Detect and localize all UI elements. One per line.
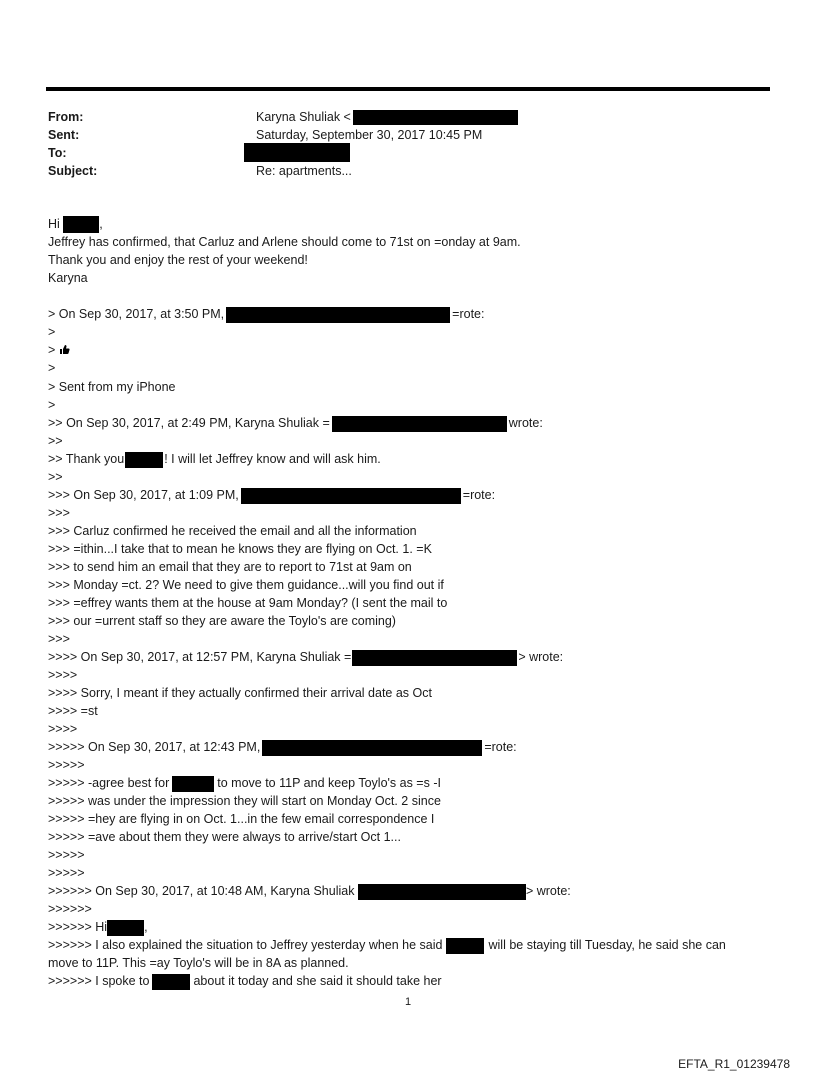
redaction-box (172, 776, 214, 792)
quoted-line: move to 11P. This =ay Toylo's will be in 8A as planned. (48, 956, 349, 970)
redaction-box (107, 920, 144, 936)
quoted-line: >>>>> On Sep 30, 2017, at 12:43 PM, =rote: (48, 740, 517, 754)
quoted-line: >>>>> (48, 866, 85, 880)
quoted-line: >>>>> (48, 848, 85, 862)
quoted-line: >>>>> was under the impression they will start on Monday Oct. 2 since (48, 794, 441, 808)
quoted-line: > Sent from my iPhone (48, 380, 176, 394)
quoted-line: >>> On Sep 30, 2017, at 1:09 PM, =rote: (48, 488, 496, 502)
quoted-line: >>>> Sorry, I meant if they actually confirmed their arrival date as Oct (48, 686, 432, 700)
quoted-line: > (48, 342, 70, 359)
thumbs-up-icon (59, 343, 70, 359)
quoted-line: >>>>> =ave about them they were always to arrive/start Oct 1... (48, 830, 401, 844)
greeting-line: Hi , (48, 216, 103, 233)
redaction-box (332, 416, 507, 432)
redaction-box (353, 110, 518, 125)
redaction-box (226, 307, 450, 323)
redaction-box (352, 650, 517, 666)
redaction-box (358, 884, 526, 900)
header-rule (46, 87, 770, 91)
quoted-line: >>> =effrey wants them at the house at 9am Monday? (I sent the mail to (48, 596, 448, 610)
from-label: From: (48, 110, 84, 124)
quoted-line: >>>> On Sep 30, 2017, at 12:57 PM, Karyna Shuliak = > wrote: (48, 650, 564, 664)
quoted-line: >> On Sep 30, 2017, at 2:49 PM, Karyna Shuliak = wrote: (48, 416, 543, 430)
from-value: Karyna Shuliak < (256, 108, 518, 126)
quoted-line: >>>>> =hey are flying in on Oct. 1...in the few email correspondence I (48, 812, 435, 826)
quoted-line: > (48, 398, 56, 412)
to-label: To: (48, 146, 67, 160)
quoted-line: >>>>> (48, 758, 85, 772)
document-id: EFTA_R1_01239478 (678, 1057, 790, 1071)
redaction-box (241, 488, 461, 504)
quoted-line: >>>>>> Hi , (48, 920, 148, 934)
quoted-line: >>> =ithin...I take that to mean he knows they are flying on Oct. 1. =K (48, 542, 432, 556)
subject-value: Re: apartments... (256, 164, 352, 178)
sent-label: Sent: (48, 128, 80, 142)
quoted-line: > On Sep 30, 2017, at 3:50 PM, =rote: (48, 307, 485, 321)
quoted-line: >>> to send him an email that they are to report to 71st at 9am on (48, 560, 412, 574)
body-line: Jeffrey has confirmed, that Carluz and Arlene should come to 71st on =onday at 9am. (48, 235, 521, 249)
redaction-box (262, 740, 482, 756)
quoted-line: >>>> (48, 722, 78, 736)
quoted-line: >>>>>> (48, 902, 92, 916)
signature: Karyna (48, 271, 88, 285)
redaction-box (63, 216, 99, 233)
redaction-box (152, 974, 190, 990)
quoted-line: >> (48, 470, 63, 484)
quoted-line: >>>> (48, 668, 78, 682)
redaction-box (446, 938, 484, 954)
quoted-line: >>> Monday =ct. 2? We need to give them guidance...will you find out if (48, 578, 444, 592)
redaction-box (125, 452, 163, 468)
quoted-line: >>>> =st (48, 704, 98, 718)
sent-value: Saturday, September 30, 2017 10:45 PM (256, 128, 483, 142)
quoted-line: >>>>>> On Sep 30, 2017, at 10:48 AM, Karyna Shuliak > wrote: (48, 884, 571, 898)
quoted-line: >>>>>> I spoke to about it today and she said it should take her (48, 974, 442, 988)
quoted-line: >>> (48, 632, 70, 646)
quoted-line: >>> our =urrent staff so they are aware the Toylo's are coming) (48, 614, 396, 628)
quoted-line: > (48, 325, 56, 339)
quoted-line: >> Thank you ! I will let Jeffrey know and will ask him. (48, 452, 381, 466)
page-number: 1 (404, 996, 412, 1008)
quoted-line: >>> (48, 506, 70, 520)
quoted-line: >> (48, 434, 63, 448)
body-line: Thank you and enjoy the rest of your weekend! (48, 253, 308, 267)
redaction-box (244, 143, 350, 162)
subject-label: Subject: (48, 164, 98, 178)
quoted-line: >>>>>> I also explained the situation to Jeffrey yesterday when he said will be staying till Tuesday, he said she can (48, 938, 726, 952)
quoted-line: >>>>> -agree best for to move to 11P and keep Toylo's as =s -I (48, 776, 441, 790)
quoted-line: >>> Carluz confirmed he received the email and all the information (48, 524, 417, 538)
quoted-line: > (48, 361, 56, 375)
